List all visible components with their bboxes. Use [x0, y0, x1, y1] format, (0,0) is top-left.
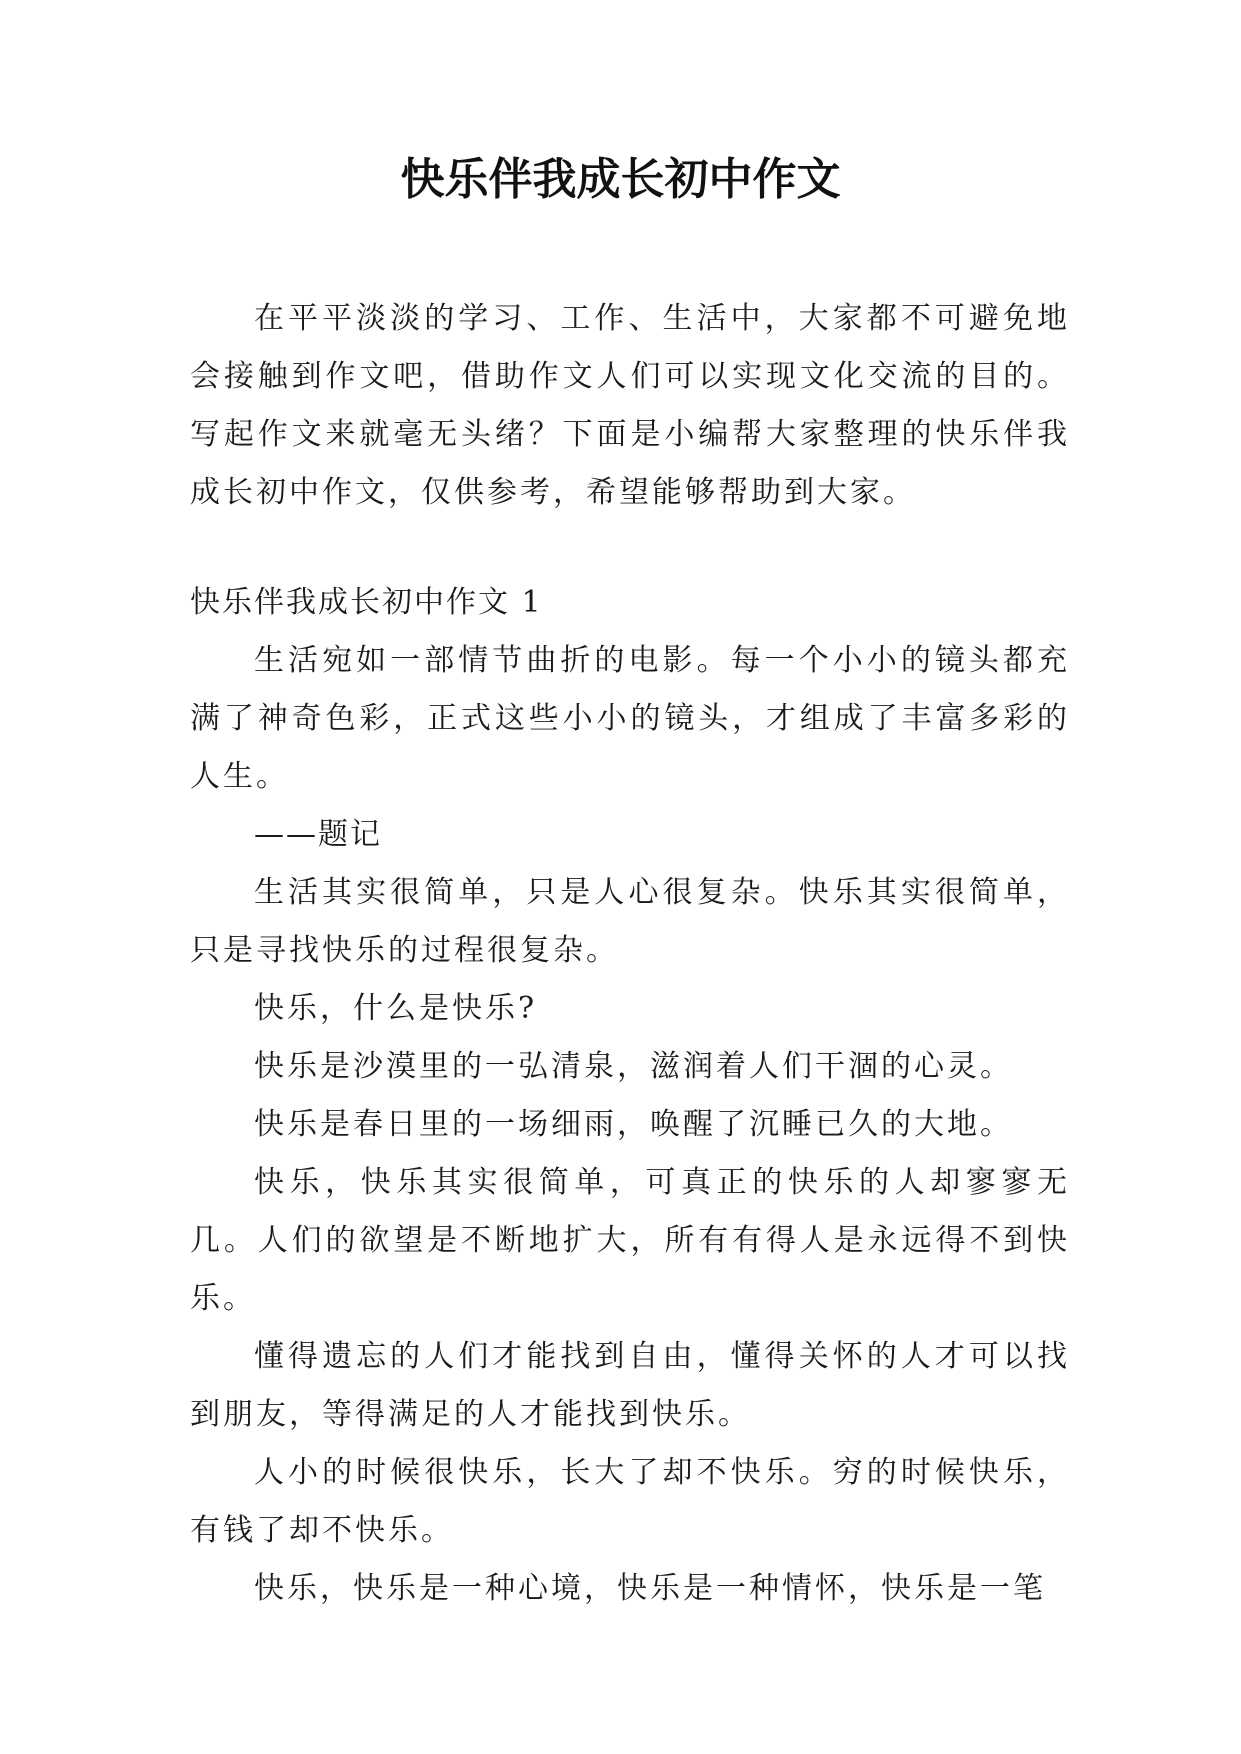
intro-section: [190, 290, 1070, 522]
intro-paragraph: 在平平淡淡的学习、工作、生活中，大家都不可避免地会接触到作文吧，借助作文人们可以实现文化交流的目的。写起作文来就毫无头绪？下面是小编帮大家整理的快乐伴我成长初中作文，仅供参考，希望能够帮助到大家。: [190, 301, 1070, 510]
essay-paragraph: 快乐，什么是快乐?: [254, 991, 538, 1026]
section-heading: 快乐伴我成长初中作文 1: [190, 585, 543, 620]
document-title: 快乐伴我成长初中作文: [400, 154, 841, 205]
essay-paragraph: 快乐，快乐是一种心境，快乐是一种情怀，快乐是一笔: [254, 1571, 1046, 1606]
essay-paragraph: 懂得遗忘的人们才能找到自由，懂得关怀的人才可以找到朋友，等得满足的人才能找到快乐。: [190, 1339, 1070, 1432]
essay-paragraph: 快乐是沙漠里的一弘清泉，滋润着人们干涸的心灵。: [254, 1049, 1013, 1084]
epigraph-signature: ——题记: [254, 817, 382, 852]
essay-paragraph: 快乐，快乐其实很简单，可真正的快乐的人却寥寥无几。人们的欲望是不断地扩大，所有有得人是永远得不到快乐。: [190, 1165, 1070, 1316]
essay-paragraph: 生活宛如一部情节曲折的电影。每一个小小的镜头都充满了神奇色彩，正式这些小小的镜头，才组成了丰富多彩的人生。: [190, 643, 1070, 794]
essay-paragraph: 快乐是春日里的一场细雨，唤醒了沉睡已久的大地。: [254, 1107, 1013, 1142]
essay-section: [190, 574, 1070, 1618]
essay-paragraph: 人小的时候很快乐，长大了却不快乐。穷的时候快乐，有钱了却不快乐。: [190, 1455, 1070, 1548]
essay-paragraph: 生活其实很简单，只是人心很复杂。快乐其实很简单，只是寻找快乐的过程很复杂。: [190, 875, 1070, 968]
